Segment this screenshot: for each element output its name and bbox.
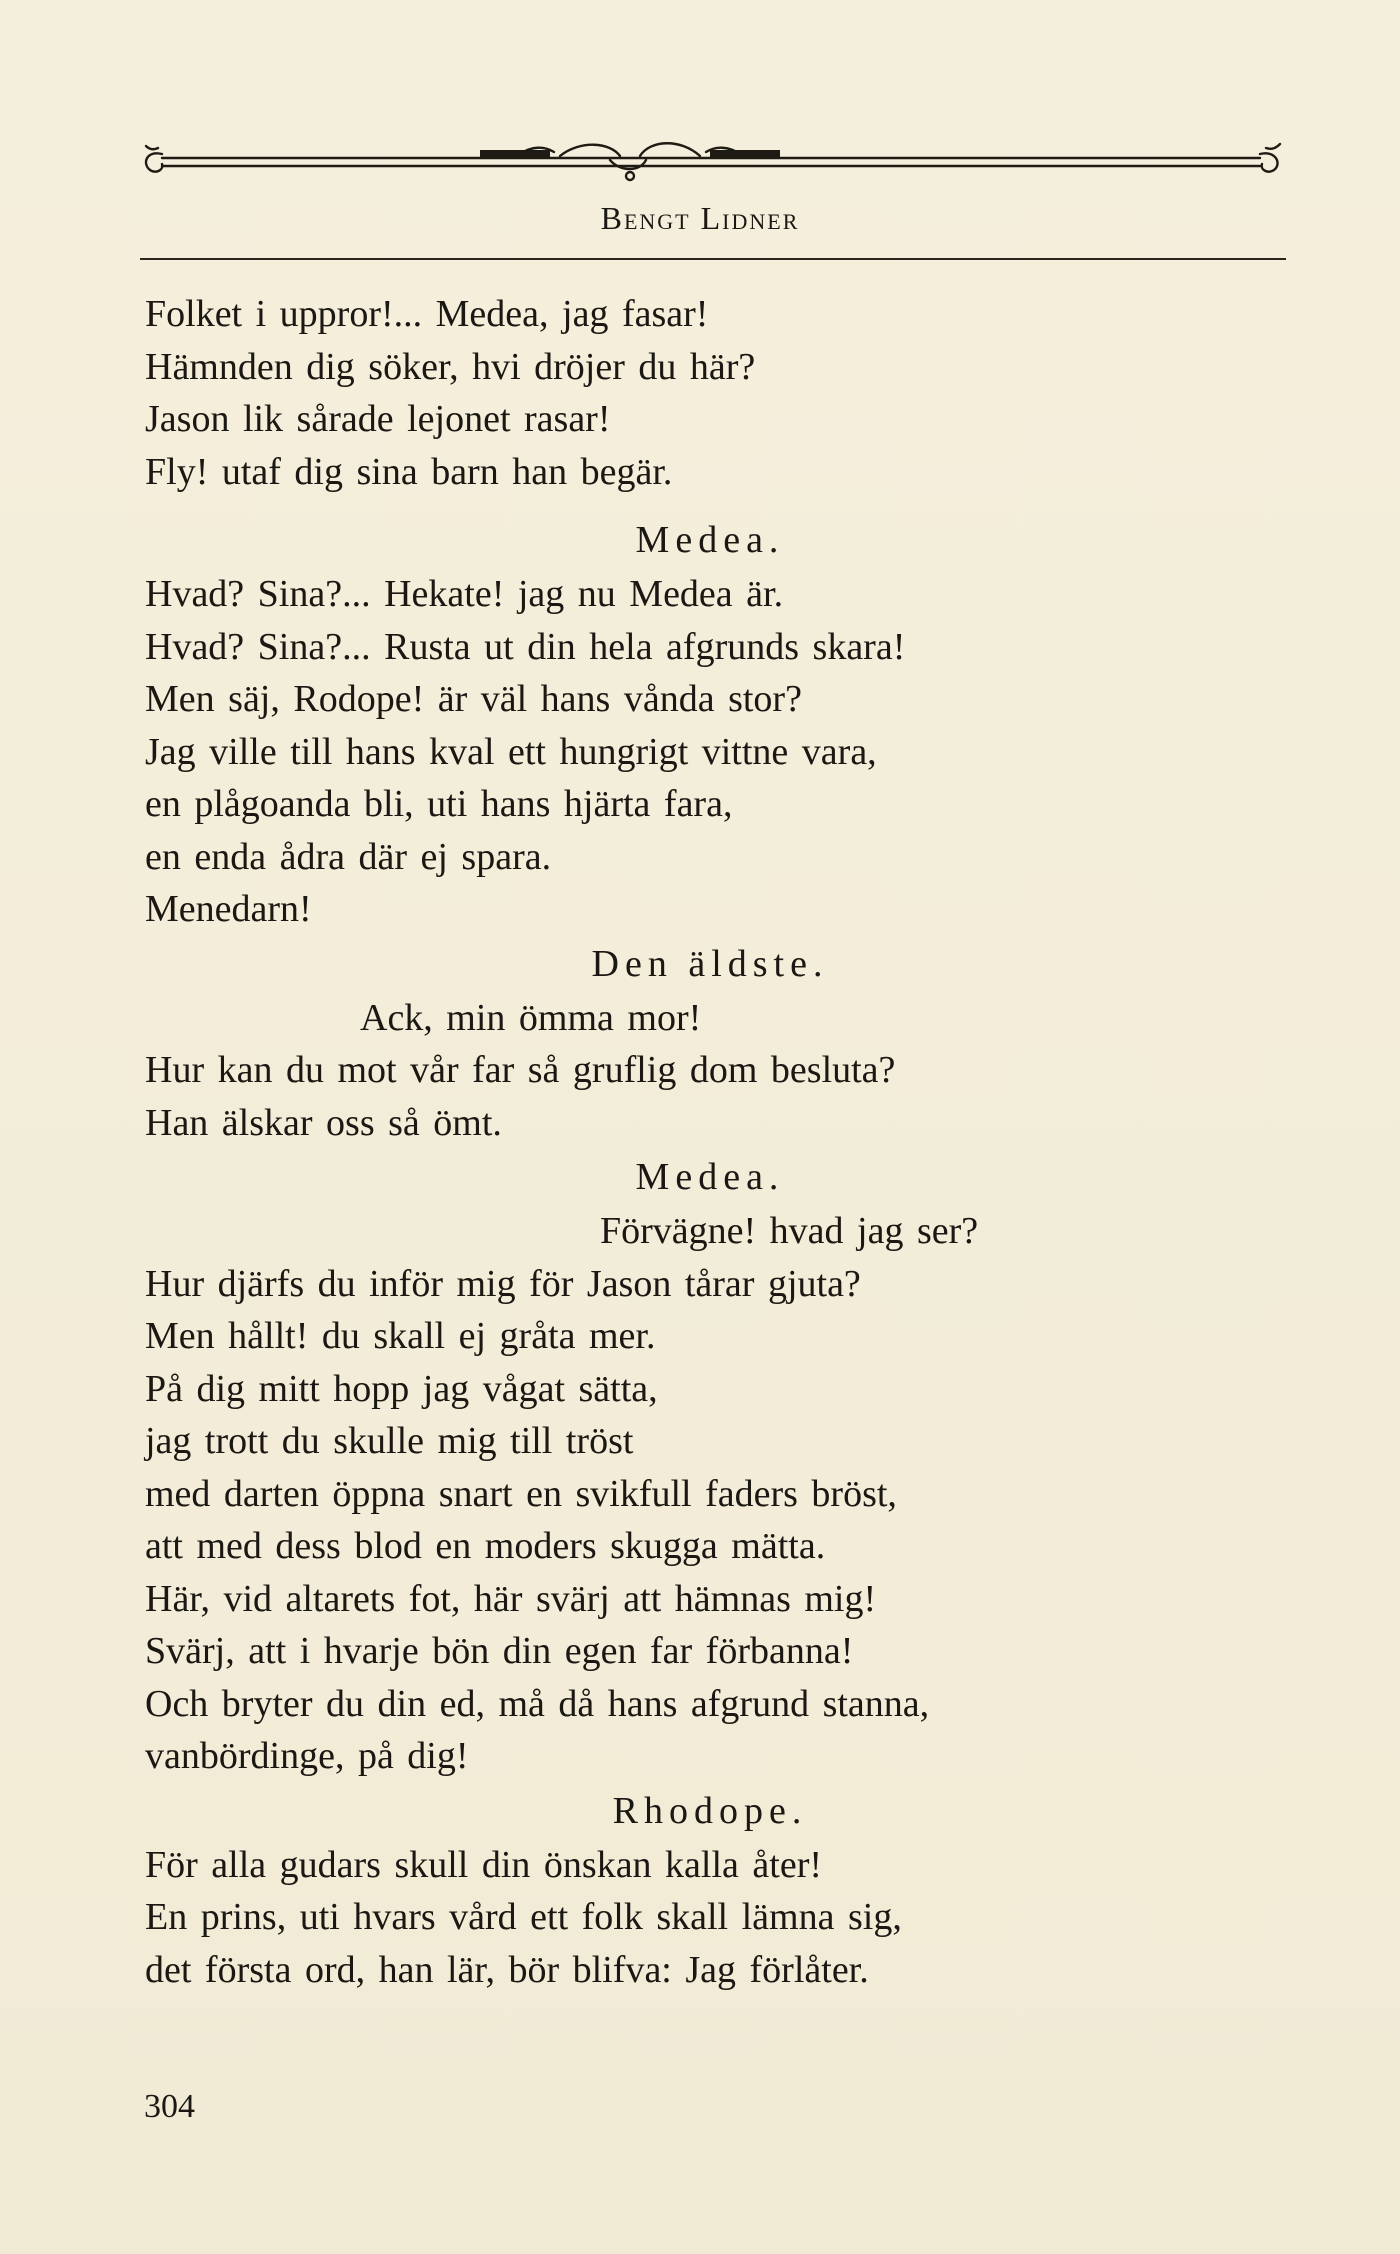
verse-line: Och bryter du din ed, må då hans afgrund stanna, (145, 1682, 930, 1725)
verse-line: jag trott du skulle mig till tröst (145, 1420, 634, 1462)
verse-line: Här, vid altarets fot, här svärj att hämnas mig! (145, 1577, 877, 1620)
verse-line: Jag ville till hans kval ett hungrigt vittne vara, (145, 730, 877, 773)
verse-line: Hvad? Sina?... Hekate! jag nu Medea är. (145, 573, 784, 615)
speaker-name: Rhodope. (612, 1789, 808, 1832)
verse-line: Hur djärfs du inför mig för Jason tårar gjuta? (145, 1262, 861, 1305)
verse-line: att med dess blod en moders skugga mätta. (145, 1525, 826, 1567)
verse-line: Förvägne! hvad jag ser? (600, 1210, 979, 1252)
speaker-name: Medea. (635, 1156, 785, 1198)
verse-text (145, 288, 1265, 1996)
stanza-gap (145, 498, 1265, 512)
verse-line: Hur kan du mot vår far så gruflig dom besluta? (145, 1049, 896, 1091)
verse-line: Ack, min ömma mor! (360, 996, 702, 1039)
verse-line: På dig mitt hopp jag vågat sätta, (145, 1367, 658, 1410)
verse-line: Han älskar oss så ömt. (145, 1101, 502, 1144)
verse-line: Menedarn! (145, 888, 312, 930)
verse-line: det första ord, han lär, bör blifva: Jag förlåter. (145, 1948, 869, 1991)
running-head: Bengt Lidner (600, 200, 800, 236)
speaker-name: Den äldste. (591, 942, 829, 985)
page-number: 304 (144, 2088, 195, 2125)
verse-line: med darten öppna snart en svikfull faders bröst, (145, 1472, 897, 1515)
verse-line: Jason lik sårade lejonet rasar! (145, 398, 611, 440)
verse-line: Fly! utaf dig sina barn han begär. (145, 450, 673, 493)
verse-line: Men hållt! du skall ej gråta mer. (145, 1315, 656, 1357)
verse-line: Men säj, Rodope! är väl hans vånda stor? (145, 678, 802, 720)
speaker-name: Medea. (635, 519, 785, 561)
verse-line: Folket i uppror!... Medea, jag fasar! (145, 293, 709, 335)
verse-line: vanbördinge, på dig! (145, 1735, 469, 1777)
verse-line: en plågoanda bli, uti hans hjärta fara, (145, 783, 733, 825)
verse-line: En prins, uti hvars vård ett folk skall lämna sig, (145, 1896, 902, 1938)
verse-line: Hämnden dig söker, hvi dröjer du här? (145, 345, 756, 388)
verse-line: en enda ådra där ej spara. (145, 835, 552, 878)
verse-line: Hvad? Sina?... Rusta ut din hela afgrunds skara! (145, 625, 906, 668)
ornamental-header-rule (140, 136, 1288, 196)
verse-line: För alla gudars skull din önskan kalla åter! (145, 1843, 823, 1886)
verse-line: Svärj, att i hvarje bön din egen far förbanna! (145, 1630, 854, 1672)
header-divider (140, 258, 1286, 260)
